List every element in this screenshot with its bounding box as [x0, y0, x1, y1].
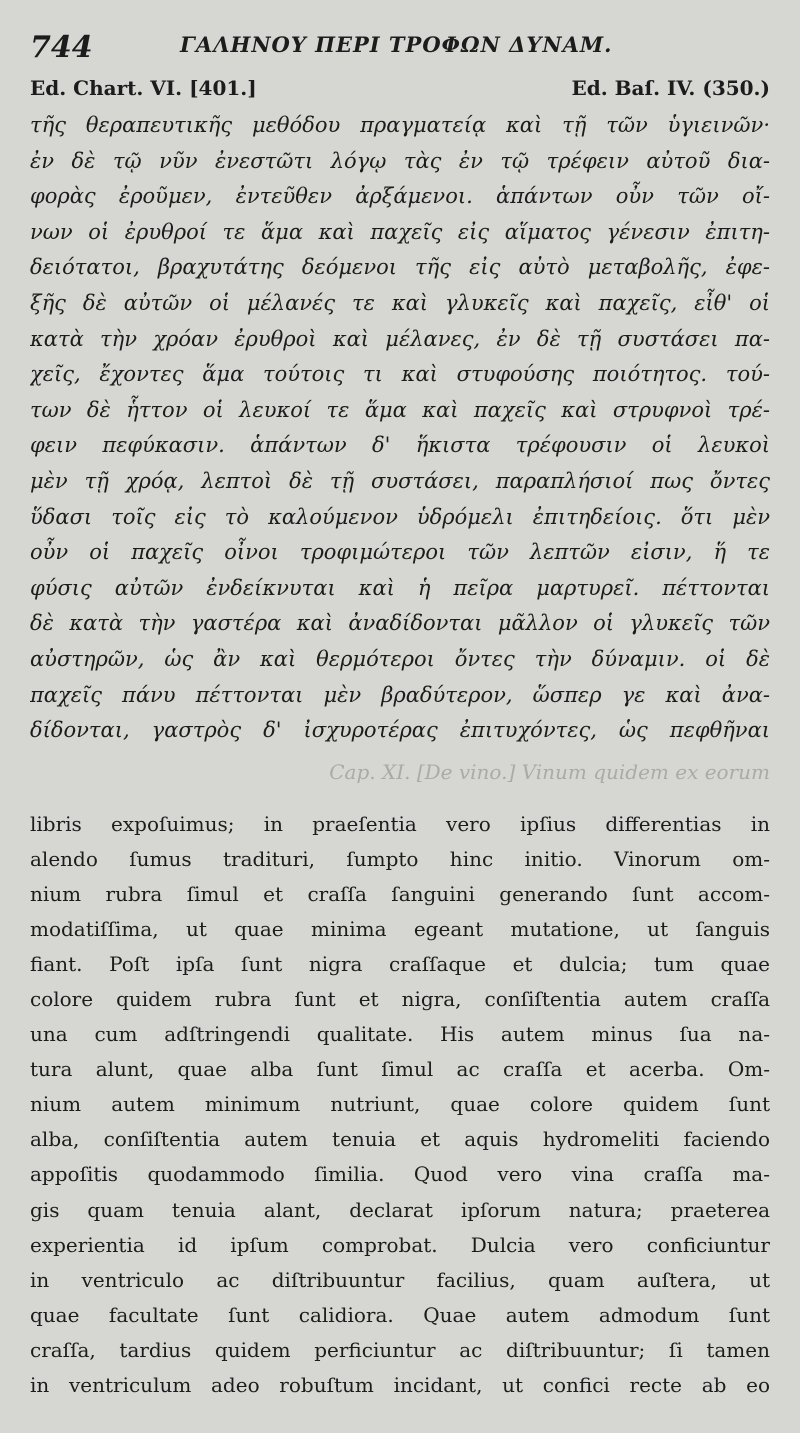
latin-text-line: craſſa, tardius quidem perficiuntur ac diſtribuuntur; ſi tamen: [30, 1337, 770, 1362]
greek-text-line: μὲν τῇ χρόᾳ, λεπτοὶ δὲ τῇ συστάσει, παραπλήσιοί πως ὄντες: [30, 468, 770, 493]
greek-text-line: ξῆς δὲ αὐτῶν οἱ μέλανές τε καὶ γλυκεῖς καὶ παχεῖς, εἶθ' οἱ: [30, 290, 770, 315]
greek-text-line: δίδονται, γαστρὸς δ' ἰσχυροτέρας ἐπιτυχόντες, ὡς πεφθῆναι: [30, 718, 770, 743]
latin-text-line: nium rubra ſimul et craſſa ſanguini generando ſunt accom-: [30, 882, 770, 907]
latin-text-line: quae facultate ſunt calidiora. Quae autem admodum ſunt: [30, 1302, 770, 1327]
latin-text-line: colore quidem rubra ſunt et nigra, conſiſtentia autem craſſa: [30, 987, 770, 1012]
latin-text-line: nium autem minimum nutriunt, quae colore quidem ſunt: [30, 1092, 770, 1117]
latin-text-line: libris expoſuimus; in praeſentia vero ipſius differentias in: [30, 812, 770, 836]
greek-text-line: κατὰ τὴν χρόαν ἐρυθροὶ καὶ μέλανες, ἐν δὲ τῇ συστάσει πα-: [30, 326, 770, 351]
latin-text-line: appoſitis quodammodo ſimilia. Quod vero vina craſſa ma-: [30, 1162, 770, 1187]
greek-text-line: αὐστηρῶν, ὡς ἂν καὶ θερμότεροι ὄντες τὴν δύναμιν. οἱ δὲ: [30, 646, 770, 671]
greek-text-block: [30, 108, 770, 749]
latin-text-block: [30, 807, 770, 1403]
greek-text-line: δειότατοι, βραχυτάτης δεόμενοι τῆς εἰς αὐτὸ μεταβολῆς, ἐφε-: [30, 255, 770, 280]
edition-chartier-ref: Ed. Chart. VI. [401.]: [30, 76, 257, 100]
latin-text-line: tura alunt, quae alba ſunt ſimul ac craſſa et acerba. Om-: [30, 1057, 770, 1082]
latin-text-line: gis quam tenuia alant, declarat ipſorum natura; praeterea: [30, 1197, 770, 1222]
latin-text-line: modatiſſima, ut quae minima egeant mutatione, ut ſanguis: [30, 917, 770, 942]
greek-text-line: δὲ κατὰ τὴν γαστέρα καὶ ἀναδίδονται μᾶλλον οἱ γλυκεῖς τῶν: [30, 611, 770, 636]
greek-text-line: χεῖς, ἔχοντες ἅμα τούτοις τι καὶ στυφούσης ποιότητος. τού-: [30, 362, 770, 387]
greek-text-line: φορὰς ἐροῦμεν, ἐντεῦθεν ἀρξάμενοι. ἁπάντων οὖν τῶν οἴ-: [30, 184, 770, 209]
greek-text-line: παχεῖς πάνυ πέττονται μὲν βραδύτερον, ὥσπερ γε καὶ ἀνα-: [30, 682, 770, 707]
greek-text-line: τῆς θεραπευτικῆς μεθόδου πραγματείᾳ καὶ τῇ τῶν ὑγιεινῶν·: [30, 113, 770, 137]
latin-text-line: alendo ſumus traditurі, ſumpto hinc initio. Vinorum om-: [30, 847, 770, 872]
greek-text-line: ὕδασι τοῖς εἰς τὸ καλούμενον ὑδρόμελι ἐπιτηδείοις. ὅτι μὲν: [30, 504, 770, 529]
latin-text-line: experientia id ipſum comprobat. Dulcia vero conficiuntur: [30, 1232, 770, 1257]
edition-basel-ref: Ed. Baſ. IV. (350.): [571, 76, 770, 100]
greek-text-line: νων οἱ ἐρυθροί τε ἅμα καὶ παχεῖς εἰς αἵματος γένεσιν ἐπιτη-: [30, 219, 770, 244]
greek-text-line: οὖν οἱ παχεῖς οἶνοι τροφιμώτεροι τῶν λεπτῶν εἰσιν, ἥ τε: [30, 540, 770, 565]
greek-text-line: φειν πεφύκασιν. ἁπάντων δ' ἥκιστα τρέφουσιν οἱ λευκοὶ: [30, 433, 770, 458]
latin-text-line: fiant. Poſt ipſa ſunt nigra craſſaque et dulcia; tum quae: [30, 952, 770, 977]
greek-text-line: των δὲ ἧττον οἱ λευκοί τε ἅμα καὶ παχεῖς καὶ στρυφνοὶ τρέ-: [30, 397, 770, 422]
page-number: 744: [30, 30, 93, 65]
greek-text-line: φύσις αὐτῶν ἐνδείκνυται καὶ ἡ πεῖρα μαρτυρεῖ. πέττονται: [30, 575, 770, 600]
edition-reference-line: [30, 76, 770, 104]
latin-text-line: in ventriculo ac diſtribuuntur facilius, quam auſtera, ut: [30, 1267, 770, 1292]
latin-text-line: in ventriculum adeo robuſtum incidant, ut confici recte ab eo: [30, 1372, 770, 1397]
latin-text-line: alba, conſiſtentia autem tenuia et aquis hydromeliti faciendo: [30, 1127, 770, 1152]
running-head: [30, 28, 770, 64]
faint-bleedthrough-line: Cap. XI. [De vino.] Vinum quidem ex eorum: [329, 760, 770, 784]
greek-text-line: ἐν δὲ τῷ νῦν ἐνεστῶτι λόγῳ τὰς ἐν τῷ τρέφειν αὐτοῦ δια-: [30, 148, 770, 173]
latin-text-line: una cum adſtringendi qualitate. His autem minus ſua na-: [30, 1022, 770, 1047]
running-title: ΓΑΛΗΝΟΥ ΠΕΡΙ ΤΡΟΦΩΝ ΔΥΝΑΜ.: [180, 32, 613, 57]
